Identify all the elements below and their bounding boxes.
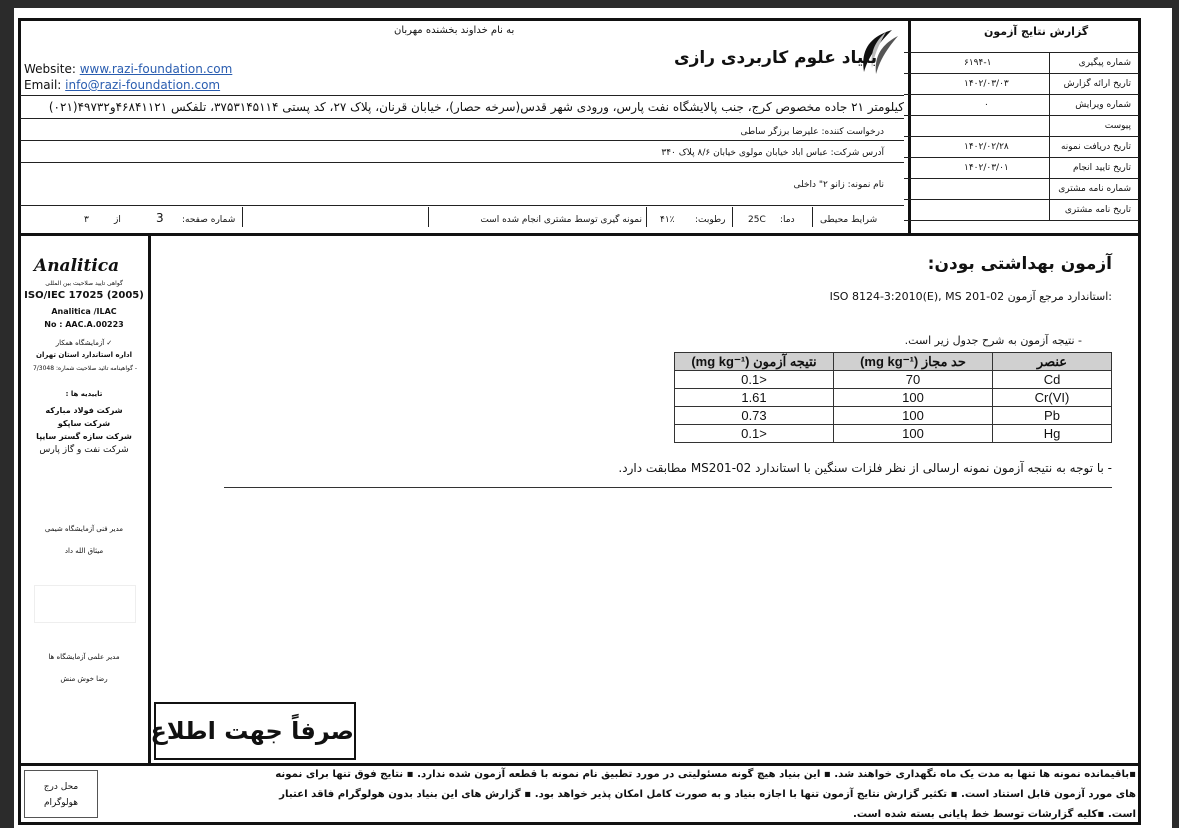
hologram-box xyxy=(24,770,98,818)
footer-line: های مورد آزمون قابل استناد است. ▪ تکثیر گزارش نتایج آزمون تنها با اجازه بنیاد و به صورت کامل امکان پذیر خواهد بود. ▪ گزارش های این بنیاد بدون هولوگرام فاقد اعتبار xyxy=(279,789,1136,800)
hologram-line: هولوگرام xyxy=(43,798,79,808)
analitica-logo: Analitica xyxy=(34,256,120,276)
divider xyxy=(20,118,904,119)
element-cell: Cd xyxy=(993,371,1112,389)
approvals-title: تاییدیه ها : xyxy=(65,390,103,398)
column-header: نتیجه آزمون (mg kg⁻¹) xyxy=(675,353,834,371)
report-row xyxy=(904,52,1139,73)
approval-item: شرکت فولاد مبارکه xyxy=(45,406,123,415)
result-cell: <0.1 xyxy=(675,371,834,389)
address-line: کیلومتر ۲۱ جاده مخصوص کرج، جنب پالایشگاه نفت پارس، ورودی شهر قدس(سرخه حصار)، خیابان قرنان، پلاک ۲۷، کد پستی ۳۷۵۳۱۴۵۱۱۴، تلفکس ۴۶۸۴۱۱۲۱و۴۹۷۳۲(۰۲۱) xyxy=(48,100,904,114)
stamp-text: صرفاً جهت اطلاع xyxy=(150,717,354,745)
divider xyxy=(20,205,904,206)
result-cell: <0.1 xyxy=(675,425,834,443)
signature-box xyxy=(34,585,136,623)
chem-manager-title: مدیر فنی آزمایشگاه شیمی xyxy=(44,525,124,533)
chem-manager-name: میثاق الله داد xyxy=(64,547,104,555)
table-row xyxy=(675,425,1112,443)
standard-label: استاندارد مرجع آزمون: xyxy=(1007,290,1112,303)
footer-line: ▪باقیمانده نمونه ها تنها به مدت یک ماه نگهداری خواهند شد. ▪ این بنیاد هیچ گونه مسئولیتی در مورد تطبیق نام نمونه با قطعه آزمون شده ندارد. ▪ نتایج فوق تنها برای نمونه xyxy=(275,769,1136,780)
env-label: شرایط محیطی xyxy=(820,215,878,225)
sample-name: نام نمونه: زانو ۲" داخلی xyxy=(793,180,884,190)
ilac-label: Analitica /ILAC xyxy=(51,307,117,316)
footer-separator xyxy=(18,763,1141,766)
report-row-label: تاریخ دریافت نمونه xyxy=(1060,142,1131,152)
report-row xyxy=(904,115,1139,136)
humidity-label: رطوبت: xyxy=(695,215,726,225)
sci-manager-title: مدیر علمی آزمایشگاه ها xyxy=(48,653,120,661)
footer-line: است. ▪کلیه گزارشات توسط خط پایانی بسته شده است. xyxy=(853,809,1136,820)
website-row xyxy=(24,62,232,76)
bismillah: به نام خداوند بخشنده مهربان xyxy=(394,25,515,36)
report-row-value: ۱۴۰۲/۰۳/۰۱ xyxy=(964,163,1009,173)
results-table xyxy=(674,352,1112,443)
report-title: گزارش نتایج آزمون xyxy=(984,25,1089,38)
report-row-label: شماره پیگیری xyxy=(1078,58,1131,68)
standard-office: اداره استاندارد استان تهران xyxy=(35,351,133,359)
report-row xyxy=(904,94,1139,115)
company-address: آدرس شرکت: عباس اباد خیابان مولوی خیابان ۸/۶ پلاک ۳۴۰ xyxy=(661,148,884,158)
iso-standard: ISO/IEC 17025 (2005) xyxy=(24,290,144,301)
divider xyxy=(812,207,813,227)
report-row-value: ۶۱۹۴-۱ xyxy=(964,58,992,68)
conclusion: - با توجه به نتیجه آزمون نمونه ارسالی از نظر فلزات سنگین با استاندارد MS201-02 مطابقت دارد. xyxy=(618,461,1112,475)
report-row-value: ۱۴۰۲/۰۲/۲۸ xyxy=(964,142,1009,152)
column-header: حد مجاز (mg kg⁻¹) xyxy=(834,353,993,371)
divider xyxy=(20,162,904,163)
result-cell: 1.61 xyxy=(675,389,834,407)
page-total: ۳ xyxy=(84,215,89,225)
element-cell: Pb xyxy=(993,407,1112,425)
report-row xyxy=(904,157,1139,178)
temp-label: دما: xyxy=(780,215,795,225)
table-row xyxy=(675,371,1112,389)
divider xyxy=(242,207,243,227)
sci-manager-name: رضا خوش منش xyxy=(60,675,108,683)
report-row-label: شماره ویرایش xyxy=(1075,100,1131,110)
report-row-value: ۱۴۰۲/۰۳/۰۳ xyxy=(964,79,1009,89)
report-row xyxy=(904,199,1139,220)
divider xyxy=(20,95,904,96)
limit-cell: 70 xyxy=(834,371,993,389)
table-row xyxy=(675,389,1112,407)
element-cell: Hg xyxy=(993,425,1112,443)
header-body-separator xyxy=(18,233,1141,236)
org-name: بنیاد علوم کاربردی رازی xyxy=(674,48,878,68)
info-only-stamp xyxy=(150,702,356,760)
standard-cert: - گواهینامه تائید صلاحیت شماره: 7/3048 xyxy=(32,365,138,372)
partner-lab: ✓ آزمایشگاه همکار xyxy=(55,339,113,347)
page-label: شماره صفحه: xyxy=(182,215,236,225)
website-label: Website: xyxy=(24,62,76,76)
report-row-label: تاریخ ارائه گزارش xyxy=(1063,79,1131,89)
standard-value: ISO 8124-3:2010(E), MS 201-02 xyxy=(829,290,1005,303)
page-of: از xyxy=(114,215,121,225)
approval-item: شرکت نفت و گاز پارس xyxy=(39,445,129,455)
end-line xyxy=(224,487,1112,488)
email-label: Email: xyxy=(24,78,62,92)
limit-cell: 100 xyxy=(834,407,993,425)
report-row-label: شماره نامه مشتری xyxy=(1058,184,1131,194)
approval-item: شرکت سازه گستر سایپا xyxy=(36,432,132,441)
limit-cell: 100 xyxy=(834,425,993,443)
email-link[interactable]: info@razi-foundation.com xyxy=(65,78,221,92)
website-link[interactable]: www.razi-foundation.com xyxy=(79,62,233,76)
report-row xyxy=(904,73,1139,94)
report-row-value: ۰ xyxy=(984,100,989,110)
sidebar-separator xyxy=(148,235,151,765)
report-row-label: تاریخ نامه مشتری xyxy=(1064,205,1131,215)
approval-item: شرکت ساپکو xyxy=(57,419,111,428)
requester: درخواست کننده: علیرضا برزگر ساطی xyxy=(740,127,884,137)
limit-cell: 100 xyxy=(834,389,993,407)
page-number: 3 xyxy=(156,211,164,225)
report-row xyxy=(904,178,1139,199)
element-cell: Cr(VI) xyxy=(993,389,1112,407)
section-title: آزمون بهداشتی بودن: xyxy=(927,254,1112,274)
divider xyxy=(646,207,647,227)
column-header: عنصر xyxy=(993,353,1112,371)
temp-value: 25C xyxy=(748,215,766,225)
divider xyxy=(732,207,733,227)
hologram-line: محل درج xyxy=(43,782,79,792)
humidity-value: ۴۱٪ xyxy=(660,215,675,225)
divider xyxy=(20,140,904,141)
report-row-label: پیوست xyxy=(1104,121,1131,131)
cert-number: No : AAC.A.00223 xyxy=(44,320,124,329)
sampling-note: نمونه گیری توسط مشتری انجام شده است xyxy=(480,215,642,225)
divider xyxy=(428,207,429,227)
table-row xyxy=(675,407,1112,425)
result-intro: - نتیجه آزمون به شرح جدول زیر است. xyxy=(904,334,1082,347)
table-header-row xyxy=(675,353,1112,371)
standard-line xyxy=(614,290,1112,304)
report-page xyxy=(14,8,1172,828)
cert-label: گواهی تایید صلاحیت بین المللی xyxy=(45,280,123,287)
result-cell: 0.73 xyxy=(675,407,834,425)
email-row xyxy=(24,78,220,92)
report-row-label: تاریخ تایید انجام xyxy=(1073,163,1131,173)
report-row xyxy=(904,136,1139,157)
